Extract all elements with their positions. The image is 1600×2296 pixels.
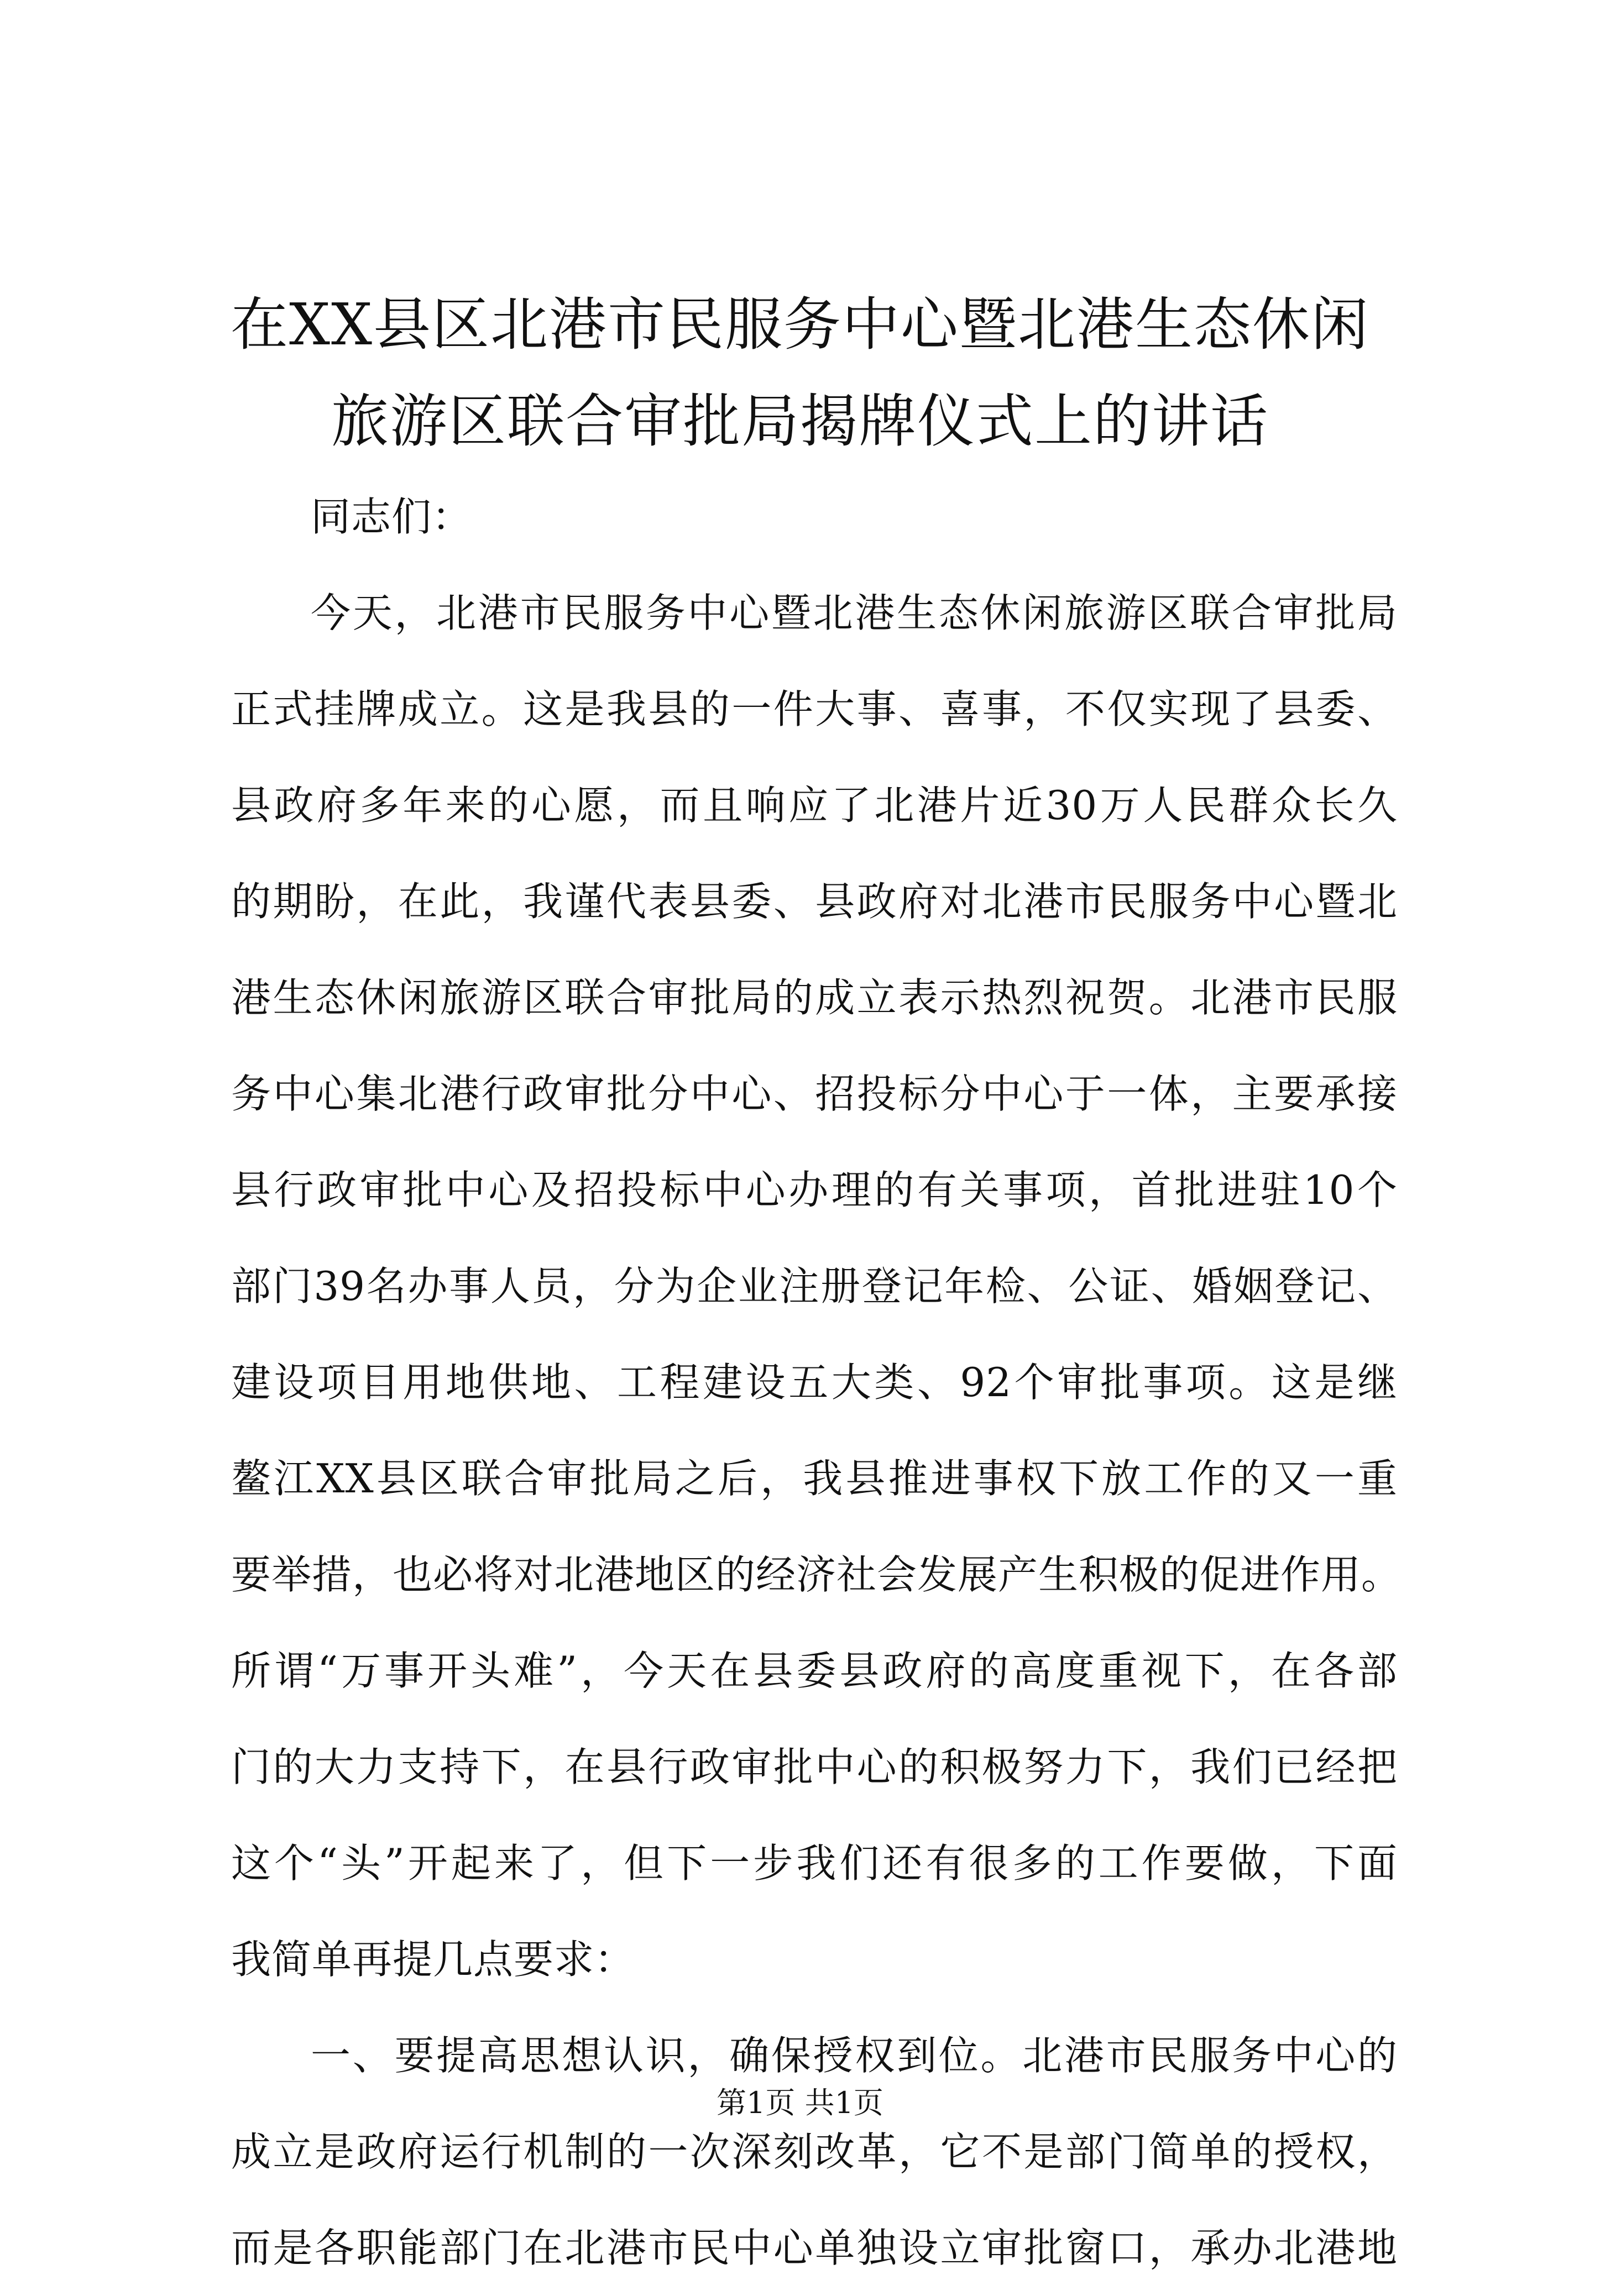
title-line: 旅游区联合审批局揭牌仪式上的讲话 [331, 387, 1269, 455]
paragraph-2-line: 成立是政府运行机制的一次深刻改革，它不是部门简单的授权， [231, 2129, 1398, 2175]
paragraph-1-line: 所谓“万事开头难”，今天在县委县政府的高度重视下，在各部 [231, 1648, 1398, 1694]
paragraph-1-line: 今天，北港市民服务中心暨北港生态休闲旅游区联合审批局 [311, 590, 1398, 636]
page-footer: 第1页 共1页 [717, 2085, 883, 2120]
paragraph-2-line: 一、要提高思想认识，确保授权到位。北港市民服务中心的 [311, 2032, 1398, 2079]
paragraph-1-line: 港生态休闲旅游区联合审批局的成立表示热烈祝贺。北港市民服 [231, 974, 1398, 1021]
paragraph-1-line: 这个“头”开起来了，但下一步我们还有很多的工作要做，下面 [231, 1840, 1398, 1886]
paragraph-1-line: 门的大力支持下，在县行政审批中心的积极努力下，我们已经把 [231, 1744, 1398, 1790]
paragraph-1-line: 正式挂牌成立。这是我县的一件大事、喜事，不仅实现了县委、 [231, 686, 1398, 732]
paragraph-1-line: 要举措，也必将对北港地区的经济社会发展产生积极的促进作用。 [231, 1551, 1402, 1598]
paragraph-1-line: 县行政审批中心及招投标中心办理的有关事项，首批进驻10个 [231, 1167, 1398, 1213]
paragraph-1-line: 县政府多年来的心愿，而且响应了北港片近30万人民群众长久 [231, 782, 1398, 829]
paragraph-1-line: 建设项目用地供地、工程建设五大类、92个审批事项。这是继 [231, 1359, 1398, 1406]
salutation: 同志们： [311, 494, 473, 540]
paragraph-1-line: 部门39名办事人员，分为企业注册登记年检、公证、婚姻登记、 [231, 1263, 1398, 1309]
paragraph-2-line: 而是各职能部门在北港市民中心单独设立审批窗口，承办北港地 [231, 2225, 1398, 2271]
paragraph-1-line: 鳌江XX县区联合审批局之后，我县推进事权下放工作的又一重 [231, 1455, 1398, 1502]
title-line: 在XX县区北港市民服务中心暨北港生态休闲 [230, 291, 1370, 358]
document-title [210, 276, 1390, 470]
document-body [231, 469, 1402, 2296]
paragraph-1-line: 我简单再提几点要求： [231, 1936, 635, 1983]
paragraph-1-line: 的期盼，在此，我谨代表县委、县政府对北港市民服务中心暨北 [231, 878, 1398, 925]
paragraph-1-line: 务中心集北港行政审批分中心、招投标分中心于一体，主要承接 [231, 1071, 1398, 1117]
